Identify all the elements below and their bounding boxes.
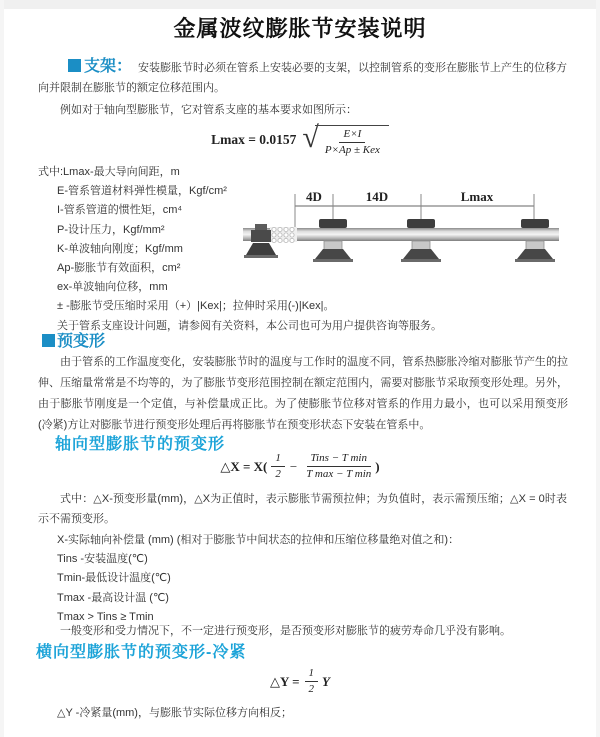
right-paren: ) [375, 458, 380, 474]
definition-line: ± -膨胀节受压缩时采用（+）|Kex|；拉伸时采用(-)|Kex|。 [57, 300, 335, 313]
formula-axial-preform [0, 452, 600, 481]
section-heading-preform [42, 328, 105, 351]
formula-axial-denominator: T max − T min [306, 468, 372, 480]
page-edge-top [0, 0, 600, 9]
axial-explain-paragraph: 式中：△X-预变形量(mm)，△X为正值时，表示膨胀节需预拉伸；为负值时，表示需预压缩；△X = 0时表示不需预变形。 [38, 493, 567, 525]
formula-lateral-denominator: 2 [308, 683, 315, 695]
radical-sign-icon: √ [302, 121, 319, 154]
formula-lmax-numerator: E×I [339, 128, 365, 143]
definition-line: Tmin-最低设计温度(℃) [57, 572, 171, 585]
formula-lateral-preform [0, 667, 600, 696]
formula-lmax-lhs: Lmax = 0.0157 [211, 131, 297, 147]
axial-general-note: 一般变形和受力情况下，不一定进行预变形，是否预变形对膨胀节的疲劳寿命几乎没有影响。 [60, 625, 511, 637]
dimension-label-4d: 4D [306, 189, 322, 204]
axial-definitions-list [57, 531, 459, 627]
page-title: 金属波纹膨胀节安装说明 [173, 16, 427, 41]
definition-line: Tmax -最高设计温 (℃) [57, 591, 169, 604]
formula-axial-numerator: Tins − T min [307, 452, 371, 467]
subheading-lateral-preform: 横向型膨胀节的预变形-冷紧 [36, 644, 247, 661]
preform-paragraph: 由于管系的工作温度变化，安装膨胀节时的温度与工作时的温度不同，管系热膨胀冷缩对膨胀节产生的拉伸、压缩量常常是不均等的，为了膨胀节变形范围控制在额定范围内，需要对膨胀节采取预变形处理。另外，由于膨胀节刚度是一个定值，与补偿量成正比。为了使膨胀节位移对管系的作用力最小，也可以采用预变形(冷紧)方让对膨胀节进行预变形处理后再将膨胀节在预变形状态下安装在管系中。 [38, 356, 568, 431]
definition-line: ex-单波轴向位移，mm [57, 281, 168, 294]
formula-axial-lhs: △X = X( [220, 458, 268, 474]
definition-line: K-单波轴向刚度；Kgf/mm [57, 242, 183, 255]
dimension-label-14d: 14D [365, 189, 389, 204]
half-numerator: 1 [271, 452, 285, 467]
formula-lmax-denominator: P×Ap ± Kex [324, 144, 380, 156]
definition-line: I-管系管道的惯性矩，cm⁴ [57, 204, 183, 217]
support-note-line: 关于管系支座设计问题，请参阅有关资料，本公司也可为用户提供咨询等服务。 [57, 319, 442, 332]
section-bullet-icon [42, 334, 55, 347]
definition-line: Tins -安装温度(℃) [57, 553, 148, 566]
support-example-text: 例如对于轴向型膨胀节，它对管系支座的基本要求如图所示： [60, 104, 357, 116]
definition-line: Ap-膨胀节有效面积，cm² [57, 262, 181, 275]
sqrt-radical [302, 122, 388, 157]
definition-line: 式中:Lmax-最大导向间距，m [38, 166, 180, 178]
dimension-label-lmax: Lmax [460, 189, 494, 204]
support-intro-text: 安装膨胀节时必须在管系上安装必要的支架，以控制管系的变形在膨胀节上产生的位移方向并限制在膨胀节的额定位移范围内。 [38, 62, 568, 94]
definition-line: E-管系管道材料弹性模量，Kgf/cm² [57, 185, 227, 198]
minus-operator: − [289, 458, 298, 474]
half-denominator: 2 [275, 468, 281, 480]
pipe-support-diagram [243, 186, 565, 272]
support-intro-paragraph [38, 57, 567, 98]
section-label-preform: 预变形 [57, 333, 106, 350]
lateral-definition-line: △Y -冷紧量(mm)，与膨胀节实际位移方向相反； [57, 707, 292, 719]
definition-line: P-设计压力，Kgf/mm² [57, 223, 165, 236]
bellows-coils [270, 227, 297, 243]
formula-lmax [0, 122, 600, 157]
definition-line: Tmax > Tins ≥ Tmin [57, 610, 154, 623]
page-edge-left [0, 0, 4, 737]
definition-line: X-实际轴向补偿量 (mm) (相对于膨胀节中间状态的拉伸和压缩位移量绝对值之和)： [57, 534, 460, 546]
section-label-support: 支架： [84, 58, 133, 75]
section-bullet-icon [68, 59, 81, 72]
subheading-axial-preform: 轴向型膨胀节的预变形 [55, 436, 226, 453]
formula-lateral-lhs: △Y = [269, 673, 300, 689]
formula-lateral-rhs: Y [322, 673, 330, 689]
page-edge-right [596, 0, 600, 737]
formula-lateral-numerator: 1 [305, 667, 319, 682]
